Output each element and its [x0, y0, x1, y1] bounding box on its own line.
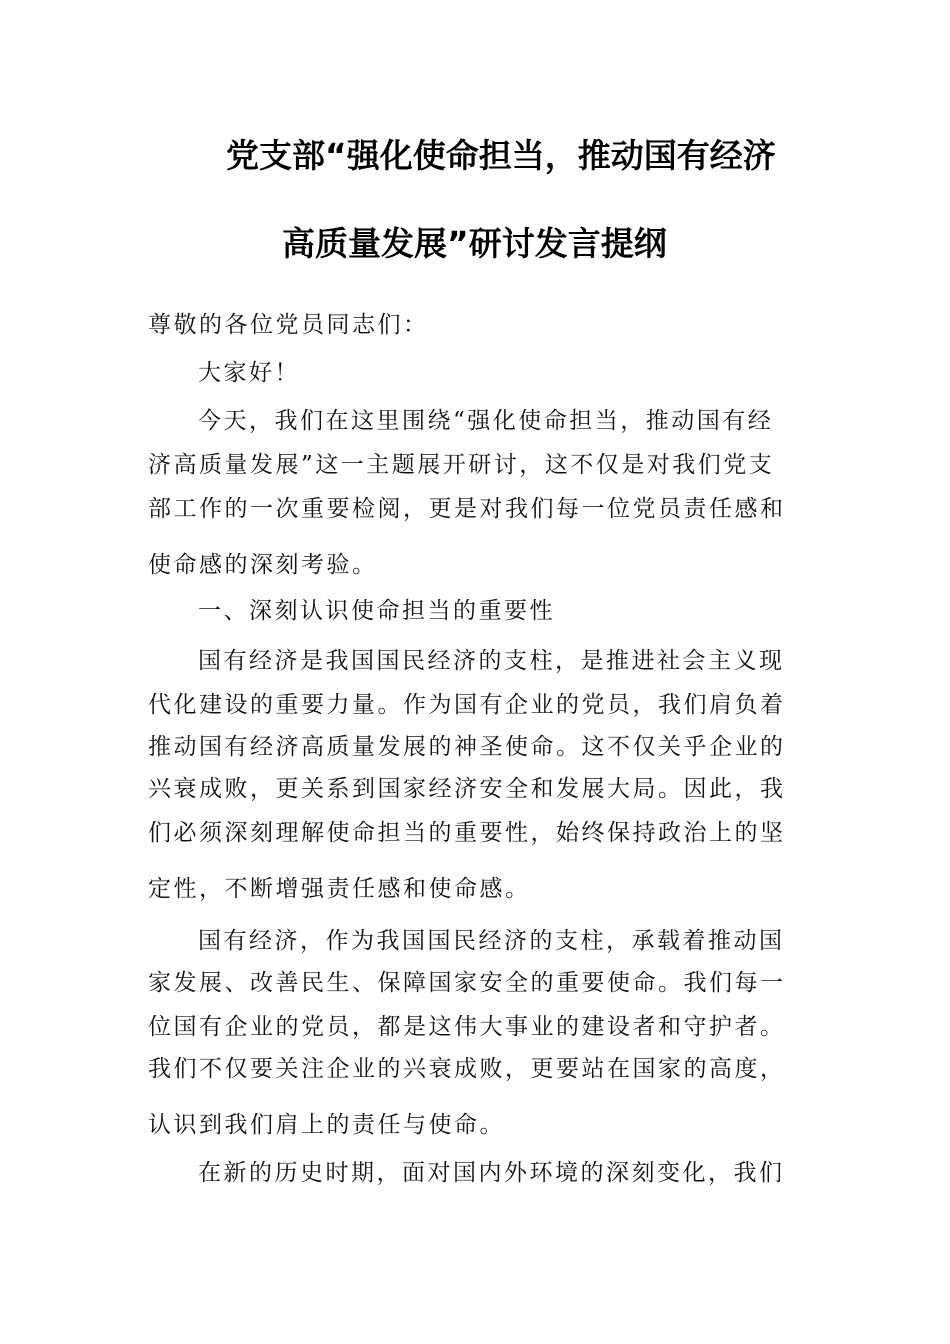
document-title-line-1: 党支部“强化使命担当，推动国有经济: [226, 136, 776, 175]
paragraph-line: 部工作的一次重要检阅，更是对我们每一位党员责任感和: [148, 496, 786, 522]
paragraph-line: 今天，我们在这里围绕“强化使命担当，推动国有经: [198, 408, 774, 434]
paragraph-line: 家发展、改善民生、保障国家安全的重要使命。我们每一: [148, 970, 786, 996]
paragraph-line: 国有经济是我国国民经济的支柱，是推进社会主义现: [198, 648, 785, 674]
document-title-line-2: 高质量发展”研讨发言提纲: [282, 224, 667, 263]
paragraph-line: 国有经济，作为我国国民经济的支柱，承载着推动国: [198, 928, 785, 954]
salutation: 尊敬的各位党员同志们：: [148, 312, 429, 338]
paragraph-line: 在新的历史时期，面对国内外环境的深刻变化，我们: [198, 1160, 785, 1186]
paragraph-line: 使命感的深刻考验。: [148, 552, 378, 578]
paragraph-line: 兴衰成败，更关系到国家经济安全和发展大局。因此，我: [148, 776, 786, 802]
greeting: 大家好！: [198, 360, 300, 386]
paragraph-line: 认识到我们肩上的责任与使命。: [148, 1112, 505, 1138]
paragraph-line: 济高质量发展”这一主题展开研讨，这不仅是对我们党支: [148, 452, 775, 478]
paragraph-line: 们必须深刻理解使命担当的重要性，始终保持政治上的坚: [148, 820, 786, 846]
paragraph-line: 位国有企业的党员，都是这伟大事业的建设者和守护者。: [148, 1014, 786, 1040]
paragraph-line: 定性，不断增强责任感和使命感。: [148, 876, 531, 902]
paragraph-line: 我们不仅要关注企业的兴衰成败，更要站在国家的高度，: [148, 1056, 786, 1082]
section-heading: 一、深刻认识使命担当的重要性: [198, 598, 555, 624]
paragraph-line: 推动国有经济高质量发展的神圣使命。这不仅关乎企业的: [148, 734, 786, 760]
paragraph-line: 代化建设的重要力量。作为国有企业的党员，我们肩负着: [148, 692, 786, 718]
